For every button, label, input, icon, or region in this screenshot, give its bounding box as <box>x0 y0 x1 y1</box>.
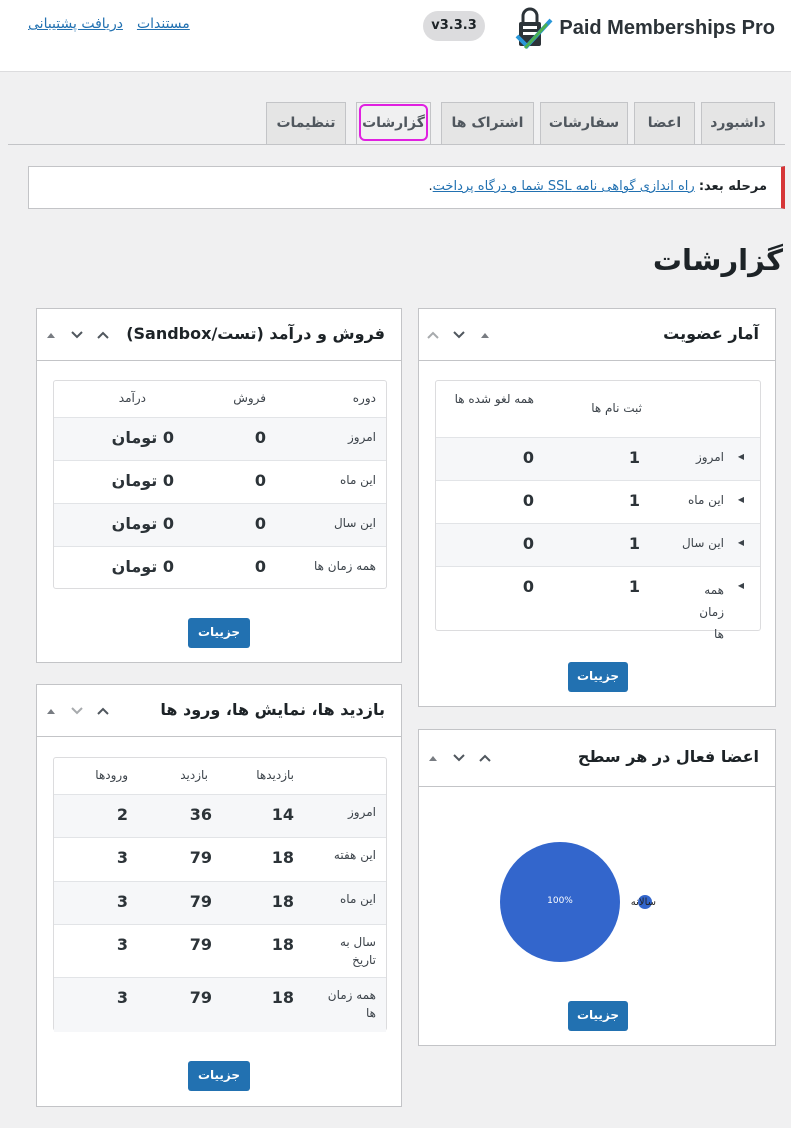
row-label: همه زمان ها <box>699 583 724 641</box>
pmpro-logo-icon <box>511 6 555 50</box>
active-members-box <box>418 729 776 1046</box>
details-button[interactable]: جزییات <box>568 1001 628 1031</box>
legend-label: سالانه <box>630 897 656 908</box>
box-header <box>419 309 775 361</box>
support-link[interactable]: دریافت پشتیبانی <box>28 16 123 32</box>
version-badge: v3.3.3 <box>423 11 485 41</box>
row-label: این سال <box>333 516 376 530</box>
toggle-panel-icon[interactable] <box>43 703 59 719</box>
row-label: همه زمان ها <box>327 988 376 1020</box>
move-up-icon[interactable] <box>95 327 111 343</box>
top-bar <box>0 0 791 72</box>
table-row[interactable] <box>436 523 760 566</box>
move-up-icon[interactable] <box>425 327 441 343</box>
expand-arrow-icon[interactable]: ◀ <box>737 538 744 547</box>
row-label: این ماه <box>688 493 724 507</box>
move-down-icon[interactable] <box>451 327 467 343</box>
col-header-views: بازدید <box>180 768 208 782</box>
cancels-value: 0 <box>522 491 534 510</box>
box-title: آمار عضویت <box>663 324 759 343</box>
col-header-cancels: همه لغو شده ها <box>454 392 534 406</box>
cancels-value: 0 <box>522 448 534 467</box>
sales-value: 0 <box>254 557 266 576</box>
move-up-icon[interactable] <box>477 750 493 766</box>
move-down-icon[interactable] <box>69 327 85 343</box>
table-row[interactable] <box>436 480 760 523</box>
table-row <box>54 417 386 460</box>
expand-arrow-icon[interactable]: ◀ <box>737 495 744 504</box>
notice-suffix: . <box>428 179 433 194</box>
box-title: بازدید ها، نمایش ها، ورود ها <box>160 700 385 719</box>
col-header-revenue: درآمد <box>118 391 146 405</box>
col-header-signups: ثبت نام ها <box>591 401 642 415</box>
notice-prefix: مرحله بعد: <box>698 179 767 194</box>
pie-chart <box>419 788 775 1018</box>
col-header-sales: فروش <box>233 391 266 405</box>
table-row <box>54 794 386 837</box>
tab-members[interactable]: اعضا <box>634 102 695 145</box>
table-row <box>54 837 386 881</box>
table-row <box>54 503 386 546</box>
toggle-panel-icon[interactable] <box>477 327 493 343</box>
revenue-value: 0 تومان <box>111 471 174 490</box>
documentation-link[interactable]: مستندات <box>136 16 190 32</box>
row-label: سال به تاریخ <box>339 935 376 967</box>
row-label: امروز <box>696 450 724 464</box>
box-header <box>37 309 401 361</box>
active-tab-highlight <box>359 104 428 141</box>
sales-value: 0 <box>254 428 266 447</box>
move-up-icon[interactable] <box>95 703 111 719</box>
toggle-panel-icon[interactable] <box>43 327 59 343</box>
brand-name: Paid Memberships Pro <box>559 16 775 39</box>
page-title: گزارشات <box>652 243 783 277</box>
move-down-icon[interactable] <box>451 750 467 766</box>
revenue-value: 0 تومان <box>111 514 174 533</box>
notice-ssl-link[interactable]: راه اندازی گواهی نامه SSL شما و درگاه پرداخت <box>432 179 695 194</box>
move-down-icon[interactable] <box>69 703 85 719</box>
sales-revenue-box <box>36 308 402 663</box>
row-label: امروز <box>348 430 376 444</box>
signups-value: 1 <box>628 534 640 553</box>
tabs-divider <box>8 144 785 145</box>
details-button[interactable]: جزییات <box>188 1061 250 1091</box>
top-links <box>28 16 190 32</box>
visits-value: 18 <box>271 988 294 1007</box>
sales-value: 0 <box>254 514 266 533</box>
cancels-value: 0 <box>522 577 534 596</box>
box-controls <box>43 327 111 343</box>
tab-orders[interactable]: سفارشات <box>540 102 628 145</box>
box-title: اعضا فعال در هر سطح <box>577 747 759 766</box>
box-controls <box>43 703 111 719</box>
membership-stats-table <box>435 380 761 641</box>
tab-settings[interactable]: تنظیمات <box>266 102 346 145</box>
row-label: امروز <box>348 805 376 819</box>
visits-table <box>53 757 387 1031</box>
logins-value: 3 <box>116 988 128 1007</box>
table-row <box>54 881 386 924</box>
details-button[interactable]: جزییات <box>568 662 628 692</box>
revenue-value: 0 تومان <box>111 557 174 576</box>
visits-value: 18 <box>271 892 294 911</box>
logins-value: 3 <box>116 892 128 911</box>
row-label: این ماه <box>340 473 376 487</box>
expand-arrow-icon[interactable]: ◀ <box>737 581 744 590</box>
logins-value: 2 <box>116 805 128 824</box>
col-header-period: دوره <box>352 391 376 405</box>
row-label: این ماه <box>340 892 376 906</box>
signups-value: 1 <box>628 491 640 510</box>
pie-slice-label: 100% <box>547 896 573 906</box>
signups-value: 1 <box>628 577 640 596</box>
visits-value: 18 <box>271 935 294 954</box>
col-header-visits: بازدیدها <box>256 768 294 782</box>
cancels-value: 0 <box>522 534 534 553</box>
box-title: فروش و درآمد (تست/Sandbox) <box>126 324 385 343</box>
visits-value: 14 <box>271 805 294 824</box>
expand-arrow-icon[interactable]: ◀ <box>737 452 744 461</box>
toggle-panel-icon[interactable] <box>425 750 441 766</box>
views-value: 36 <box>189 805 212 824</box>
logins-value: 3 <box>116 848 128 867</box>
row-label: همه زمان ها <box>313 559 376 573</box>
details-button[interactable]: جزییات <box>188 618 250 648</box>
views-value: 79 <box>189 988 212 1007</box>
sales-table <box>53 380 387 589</box>
col-header-logins: ورودها <box>95 768 128 782</box>
sales-value: 0 <box>254 471 266 490</box>
table-row[interactable] <box>436 437 760 480</box>
visits-value: 18 <box>271 848 294 867</box>
row-label: این هفته <box>333 848 376 862</box>
table-row <box>54 924 386 977</box>
logins-value: 3 <box>116 935 128 954</box>
tab-subscriptions[interactable]: اشتراک ها <box>441 102 534 145</box>
views-value: 79 <box>189 935 212 954</box>
brand-logo[interactable] <box>511 6 775 50</box>
signups-value: 1 <box>628 448 640 467</box>
tab-dashboard[interactable]: داشبورد <box>701 102 775 145</box>
box-controls <box>425 750 493 766</box>
next-step-notice <box>28 166 785 209</box>
table-row <box>54 977 386 1032</box>
box-header <box>419 730 775 787</box>
table-row[interactable] <box>436 566 760 641</box>
row-label: این سال <box>681 536 724 550</box>
table-row <box>54 460 386 503</box>
views-value: 79 <box>189 848 212 867</box>
box-controls <box>425 327 493 343</box>
membership-stats-box <box>418 308 776 707</box>
revenue-value: 0 تومان <box>111 428 174 447</box>
views-value: 79 <box>189 892 212 911</box>
tab-reports[interactable]: گزارشات <box>356 102 431 145</box>
visits-views-logins-box <box>36 684 402 1107</box>
box-header <box>37 685 401 737</box>
table-row <box>54 546 386 590</box>
